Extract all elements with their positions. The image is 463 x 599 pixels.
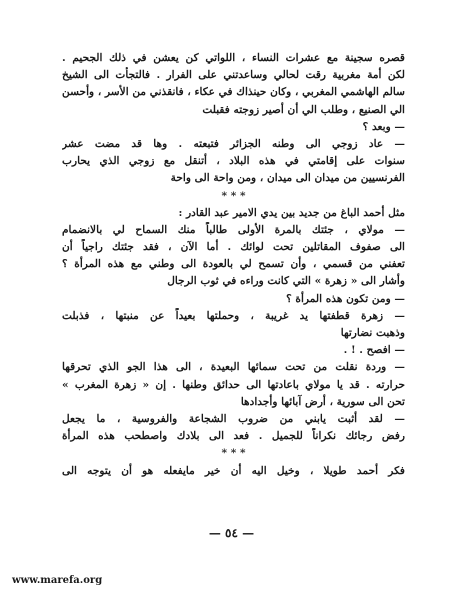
body-text bbox=[62, 50, 405, 480]
text-line: رفض رجائك نكراناً للجميل . فعد الى بلادك واصطحب هذه المرأة bbox=[62, 430, 405, 443]
text-line: مثل أحمد الباغ من جديد بين يدي الامير عبد القادر : bbox=[178, 206, 405, 219]
text-line: — وردة نقلت من تحت سمائها البعيدة ، الى هذا الجو الذي تحرقها bbox=[62, 361, 405, 374]
text-line: — افصح . ! . bbox=[343, 344, 405, 357]
text-line: — لقد أثبت يابني من ضروب الشجاعة والفروسية ، ما يجعل bbox=[62, 412, 405, 425]
text-line: فكر أحمد طويلا ، وخيل اليه أن خير مايفعله هو أن يتوجه الى bbox=[62, 464, 405, 477]
text-line: تعفني من قسمي ، وأن تسمح لي بالعودة الى وطني مع هذه المرأة ؟ bbox=[62, 258, 405, 271]
text-line: الي الصنيع ، وطلب الي أن أصير زوجته فقبلت bbox=[202, 103, 405, 116]
text-line: قصره سجينة مع عشرات النساء ، اللواتي كن يعشن في ذلك الجحيم . bbox=[62, 52, 405, 64]
text-line: وأشار الى « زهرة » التي كانت وراءه في ثوب الرجال bbox=[167, 275, 405, 288]
text-line: — ومن تكون هذه المرأة ؟ bbox=[286, 292, 405, 305]
text-line: — وبعد ؟ bbox=[362, 120, 405, 133]
text-line: الى صفوف المقاتلين تحت لوائك . أما الآن ، فقد جئتك راجياً أن bbox=[62, 241, 405, 254]
text-line: تحن الى سورية ، أرض آبائها وأجدادها bbox=[240, 395, 405, 408]
text-line: لكن أمة مغربية رقت لحالي وساعدتني على الفرار . فالتجأت الى الشيخ bbox=[62, 69, 405, 82]
footer-url[interactable]: www.marefa.org bbox=[12, 575, 103, 586]
text-line: — عاد زوجي الى وطنه الجزائر فتبعته . وها قد مضت عشر bbox=[62, 137, 405, 150]
text-line: وذهبت نضارتها bbox=[340, 327, 405, 339]
text-line: سالم الهاشمي المغربي ، وكان حينذاك في عكاء ، فانقذني من الأسر ، وأحسن bbox=[62, 86, 405, 99]
section-separator: * * * bbox=[221, 189, 246, 202]
page-number: — ٥٤ — bbox=[208, 526, 255, 540]
text-line: الفرنسيين من ميدان الى ميدان ، ومن واحة الى واحة bbox=[170, 172, 405, 185]
text-line: حرارته . قد يا مولاي باعادتها الى حدائق وطنها . إن « زهرة المغرب » bbox=[62, 378, 405, 391]
section-separator: * * * bbox=[221, 447, 246, 460]
text-line: — زهرة قطفتها يد غريبة ، وحملتها بعيداً عن منبتها ، فذبلت bbox=[62, 309, 405, 322]
text-line: سنوات على إقامتي في هذه البلاد ، أتنقل مع زوجي الذي يحارب bbox=[62, 155, 405, 168]
text-line: — مولاي ، جئتك بالمرة الأولى طالباً منك السماح لي بالانضمام bbox=[62, 223, 405, 236]
